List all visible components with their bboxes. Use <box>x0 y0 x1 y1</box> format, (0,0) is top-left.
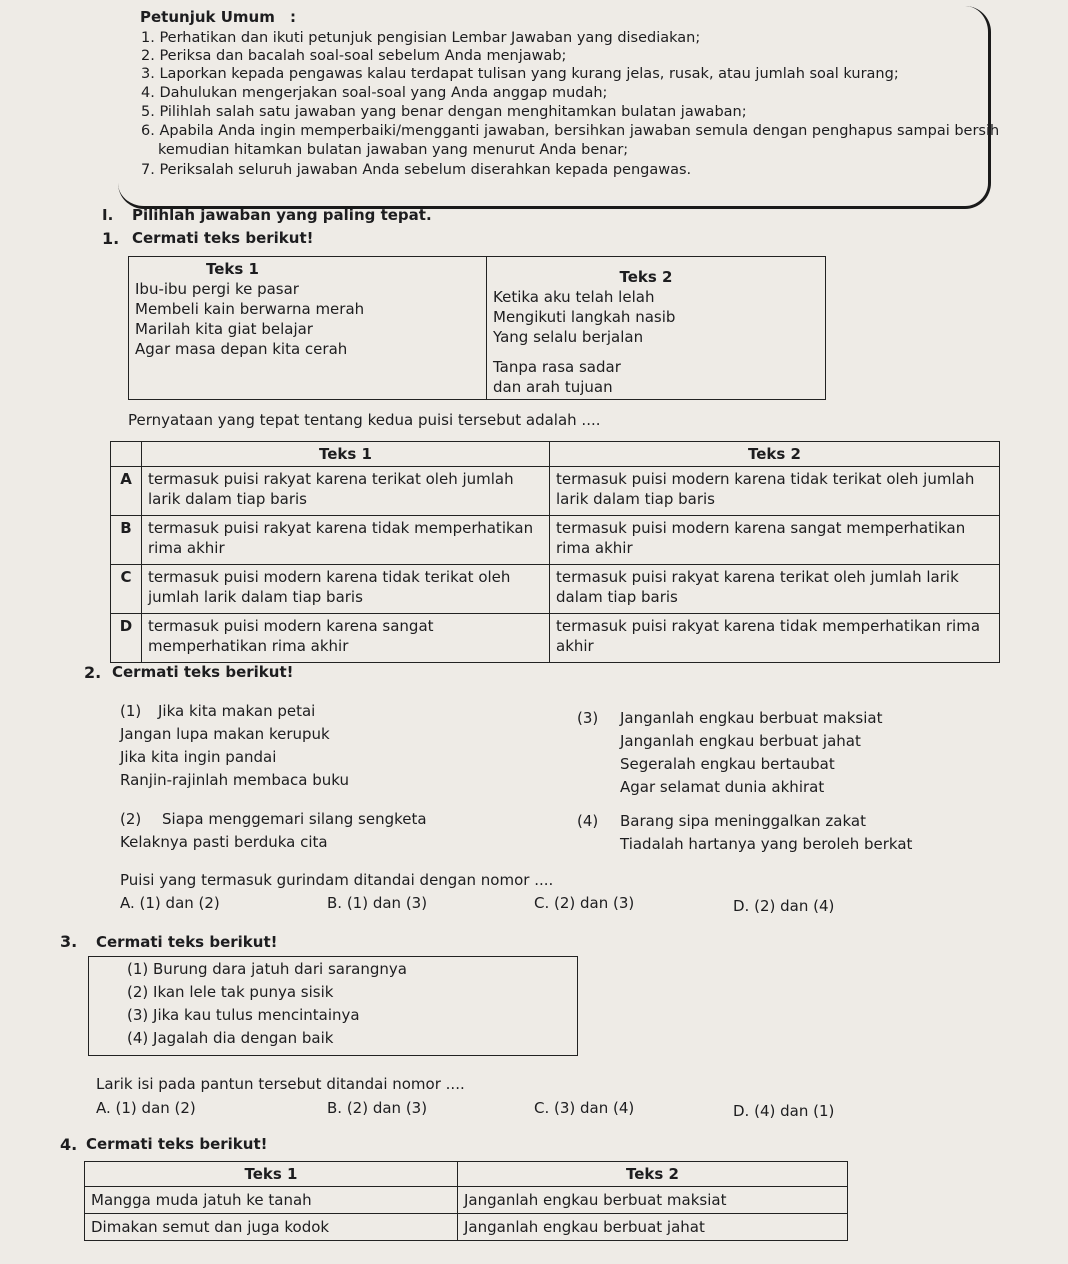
instructions-colon: : <box>290 8 296 26</box>
option-teks1: termasuk puisi modern karena tidak terikat oleh jumlah larik dalam tiap baris <box>142 565 550 614</box>
poem-line: Agar selamat dunia akhirat <box>620 778 825 796</box>
empty-header <box>111 442 142 467</box>
option-row-a[interactable] <box>111 467 1000 516</box>
poem-line: Jangan lupa makan kerupuk <box>120 725 330 743</box>
poem-line: Tiadalah hartanya yang beroleh berkat <box>620 835 913 853</box>
teks2-header: Teks 2 <box>619 268 673 286</box>
question-number: 3. <box>60 932 78 951</box>
option-row-d[interactable] <box>111 614 1000 663</box>
option-teks2: termasuk puisi modern karena tidak terikat oleh jumlah larik dalam tiap baris <box>550 467 1000 516</box>
instruction-item: 5. Pilihlah salah satu jawaban yang benar dengan menghitamkan bulatan jawaban; <box>141 104 747 120</box>
answer-options-table <box>110 441 1000 663</box>
question-prompt: Cermati teks berikut! <box>132 229 314 247</box>
table-cell: Mangga muda jatuh ke tanah <box>85 1187 458 1214</box>
question-number: 1. <box>102 229 120 248</box>
pantun-line: (4) Jagalah dia dengan baik <box>127 1029 334 1047</box>
poem-line: Barang sipa meninggalkan zakat <box>620 812 866 830</box>
question-prompt: Cermati teks berikut! <box>86 1135 268 1153</box>
poem-line: Tanpa rasa sadar <box>493 358 621 376</box>
poem-line: Janganlah engkau berbuat jahat <box>620 732 861 750</box>
poem-line: Jika kita ingin pandai <box>120 748 277 766</box>
pantun-line: (2) Ikan lele tak punya sisik <box>127 983 334 1001</box>
option-letter[interactable]: D <box>111 614 142 663</box>
poem-line: Agar masa depan kita cerah <box>135 340 348 358</box>
teks1-cell <box>129 257 487 400</box>
instruction-item: 4. Dahulukan mengerjakan soal-soal yang Anda anggap mudah; <box>141 85 608 101</box>
poem-number: (3) <box>577 709 599 727</box>
poem-line: Mengikuti langkah nasib <box>493 308 676 326</box>
poem-line: Ketika aku telah lelah <box>493 288 655 306</box>
option-d[interactable]: D. (4) dan (1) <box>733 1102 835 1120</box>
poem-number: (4) <box>577 812 599 830</box>
instruction-item: 1. Perhatikan dan ikuti petunjuk pengisian Lembar Jawaban yang disediakan; <box>141 30 701 46</box>
option-teks1: termasuk puisi rakyat karena tidak memperhatikan rima akhir <box>142 516 550 565</box>
option-b[interactable]: B. (2) dan (3) <box>327 1099 428 1117</box>
option-b[interactable]: B. (1) dan (3) <box>327 894 428 912</box>
teks1-header: Teks 1 <box>142 442 550 467</box>
question-prompt: Cermati teks berikut! <box>96 933 278 951</box>
question-text: Puisi yang termasuk gurindam ditandai dengan nomor .... <box>120 871 554 889</box>
teks1-header: Teks 1 <box>206 260 259 278</box>
instruction-item: 7. Periksalah seluruh jawaban Anda sebelum diserahkan kepada pengawas. <box>141 162 692 178</box>
option-teks2: termasuk puisi rakyat karena terikat oleh jumlah larik dalam tiap baris <box>550 565 1000 614</box>
poem-line: Siapa menggemari silang sengketa <box>162 810 427 828</box>
teks2-cell <box>487 257 826 400</box>
option-letter[interactable]: B <box>111 516 142 565</box>
poem-line: Membeli kain berwarna merah <box>135 300 365 318</box>
option-a[interactable]: A. (1) dan (2) <box>120 894 220 912</box>
option-c[interactable]: C. (3) dan (4) <box>534 1099 635 1117</box>
section-label: I. <box>102 206 114 224</box>
question-number: 2. <box>84 663 102 682</box>
teks1-header: Teks 1 <box>85 1162 458 1187</box>
option-teks2: termasuk puisi modern karena sangat memperhatikan rima akhir <box>550 516 1000 565</box>
table-cell: Dimakan semut dan juga kodok <box>85 1214 458 1241</box>
table-cell: Janganlah engkau berbuat maksiat <box>458 1187 848 1214</box>
question-prompt: Cermati teks berikut! <box>112 663 294 681</box>
table-cell: Janganlah engkau berbuat jahat <box>458 1214 848 1241</box>
poem-number: (2) <box>120 810 142 828</box>
option-letter[interactable]: A <box>111 467 142 516</box>
question-number: 4. <box>60 1135 78 1154</box>
section-title: Pilihlah jawaban yang paling tepat. <box>132 206 432 224</box>
instruction-item: kemudian hitamkan bulatan jawaban yang menurut Anda benar; <box>158 142 629 158</box>
poem-line: Marilah kita giat belajar <box>135 320 313 338</box>
option-teks1: termasuk puisi rakyat karena terikat oleh jumlah larik dalam tiap baris <box>142 467 550 516</box>
poem-number: (1) <box>120 702 142 720</box>
option-d[interactable]: D. (2) dan (4) <box>733 897 835 915</box>
option-teks1: termasuk puisi modern karena sangat memperhatikan rima akhir <box>142 614 550 663</box>
poem-line: Janganlah engkau berbuat maksiat <box>620 709 883 727</box>
poem-table-4 <box>84 1161 848 1241</box>
poem-line: Segeralah engkau bertaubat <box>620 755 835 773</box>
instruction-item: 6. Apabila Anda ingin memperbaiki/mengganti jawaban, bersihkan jawaban semula dengan penghapus sampai bersih <box>141 123 1000 139</box>
pantun-line: (1) Burung dara jatuh dari sarangnya <box>127 960 407 978</box>
question-text: Pernyataan yang tepat tentang kedua puisi tersebut adalah .... <box>128 411 601 429</box>
teks2-header: Teks 2 <box>550 442 1000 467</box>
instruction-item: 3. Laporkan kepada pengawas kalau terdapat tulisan yang kurang jelas, rusak, atau jumlah soal kurang; <box>141 66 899 82</box>
pantun-box <box>88 956 578 1056</box>
poem-line: Jika kita makan petai <box>158 702 316 720</box>
instruction-item: 2. Periksa dan bacalah soal-soal sebelum Anda menjawab; <box>141 48 567 64</box>
instructions-title: Petunjuk Umum <box>140 8 275 26</box>
option-row-c[interactable] <box>111 565 1000 614</box>
teks2-header: Teks 2 <box>458 1162 848 1187</box>
poem-line: Yang selalu berjalan <box>493 328 644 346</box>
option-teks2: termasuk puisi rakyat karena tidak memperhatikan rima akhir <box>550 614 1000 663</box>
poem-line: dan arah tujuan <box>493 378 613 396</box>
option-a[interactable]: A. (1) dan (2) <box>96 1099 196 1117</box>
option-c[interactable]: C. (2) dan (3) <box>534 894 635 912</box>
poem-line: Kelaknya pasti berduka cita <box>120 833 328 851</box>
poem-table <box>128 256 826 400</box>
poem-line: Ibu-ibu pergi ke pasar <box>135 280 299 298</box>
option-letter[interactable]: C <box>111 565 142 614</box>
pantun-line: (3) Jika kau tulus mencintainya <box>127 1006 360 1024</box>
option-row-b[interactable] <box>111 516 1000 565</box>
poem-line: Ranjin-rajinlah membaca buku <box>120 771 350 789</box>
question-text: Larik isi pada pantun tersebut ditandai nomor .... <box>96 1075 465 1093</box>
